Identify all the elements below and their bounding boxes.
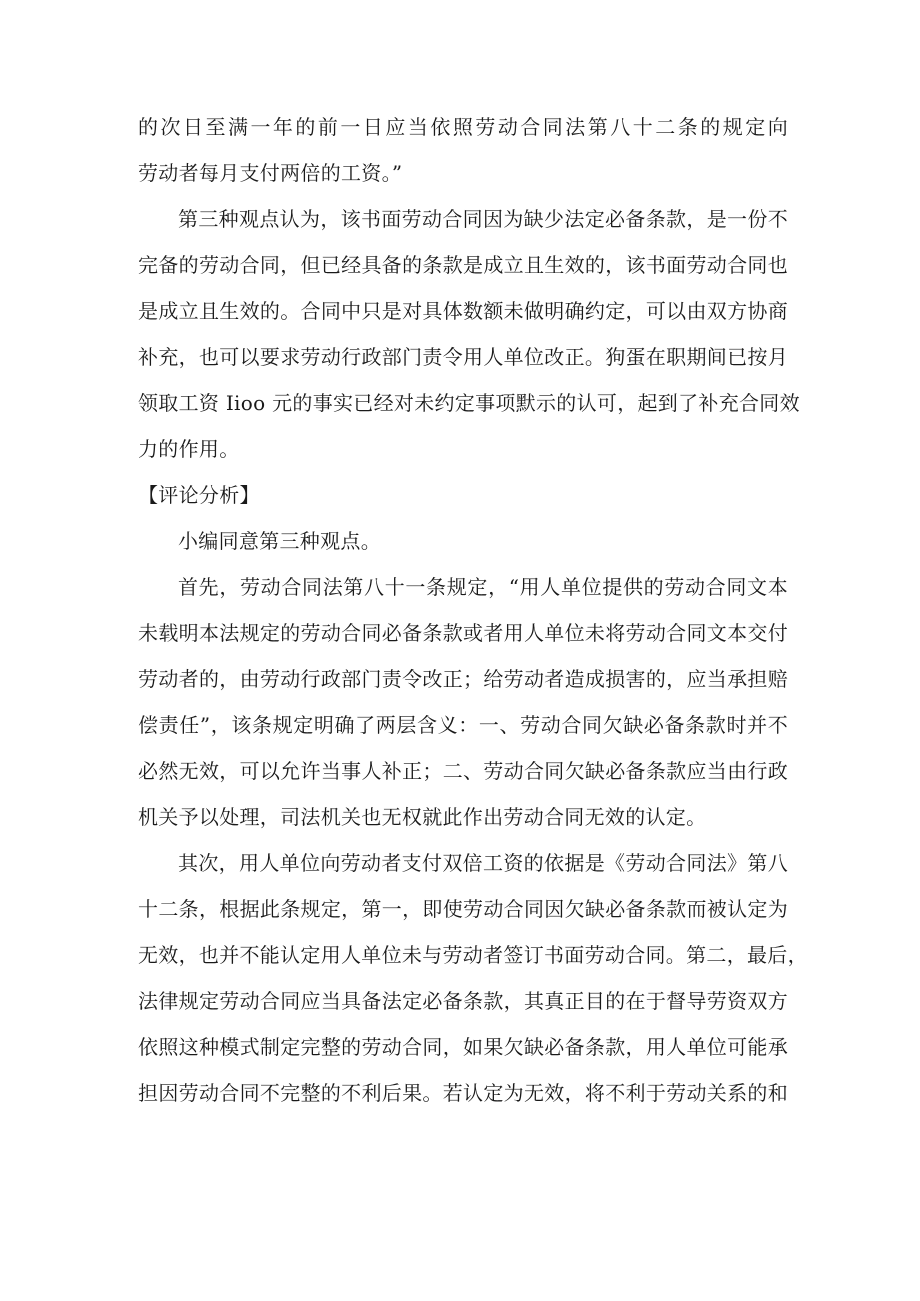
text-line: 补充，也可以要求劳动行政部门责令用人单位改正。狗蛋在职期间已按月	[138, 345, 788, 369]
text-line: 完备的劳动合同，但已经具备的条款是成立且生效的，该书面劳动合同也	[138, 253, 788, 277]
text-line: 无效，也并不能认定用人单位未与劳动者签订书面劳动合同。第二，最后，	[138, 943, 808, 967]
document-body	[138, 104, 808, 1116]
paragraph-start-line: 首先，劳动合同法第八十一条规定，“用人单位提供的劳动合同文本	[178, 575, 788, 599]
section-heading: 【评论分析】	[138, 483, 260, 507]
text-line: 担因劳动合同不完整的不利后果。若认定为无效，将不利于劳动关系的和	[138, 1081, 788, 1105]
text-line: 十二条，根据此条规定，第一，即使劳动合同因欠缺必备条款而被认定为	[138, 897, 788, 921]
text-line: 劳动者每月支付两倍的工资。”	[138, 161, 403, 185]
text-line: 的次日至满一年的前一日应当依照劳动合同法第八十二条的规定向	[138, 115, 788, 139]
text-line: 未载明本法规定的劳动合同必备条款或者用人单位未将劳动合同文本交付	[138, 621, 788, 645]
text-line: 法律规定劳动合同应当具备法定必备条款，其真正目的在于督导劳资双方	[138, 989, 788, 1013]
text-line: 领取工资 Iioo 元的事实已经对未约定事项默示的认可，起到了补充合同效	[138, 391, 800, 415]
text-line: 偿责任”，该条规定明确了两层含义：一、劳动合同欠缺必备条款时并不	[138, 713, 788, 737]
paragraph-start-line: 第三种观点认为，该书面劳动合同因为缺少法定必备条款，是一份不	[178, 207, 788, 231]
text-line: 机关予以处理，司法机关也无权就此作出劳动合同无效的认定。	[138, 805, 707, 829]
paragraph-start-line: 小编同意第三种观点。	[178, 529, 381, 553]
paragraph-start-line: 其次，用人单位向劳动者支付双倍工资的依据是《劳动合同法》第八	[178, 851, 788, 875]
text-line: 劳动者的，由劳动行政部门责令改正；给劳动者造成损害的，应当承担赔	[138, 667, 788, 691]
text-line: 依照这种模式制定完整的劳动合同，如果欠缺必备条款，用人单位可能承	[138, 1035, 788, 1059]
text-line: 必然无效，可以允许当事人补正；二、劳动合同欠缺必备条款应当由行政	[138, 759, 788, 783]
text-line: 力的作用。	[138, 437, 240, 461]
text-line: 是成立且生效的。合同中只是对具体数额未做明确约定，可以由双方协商	[138, 299, 788, 323]
